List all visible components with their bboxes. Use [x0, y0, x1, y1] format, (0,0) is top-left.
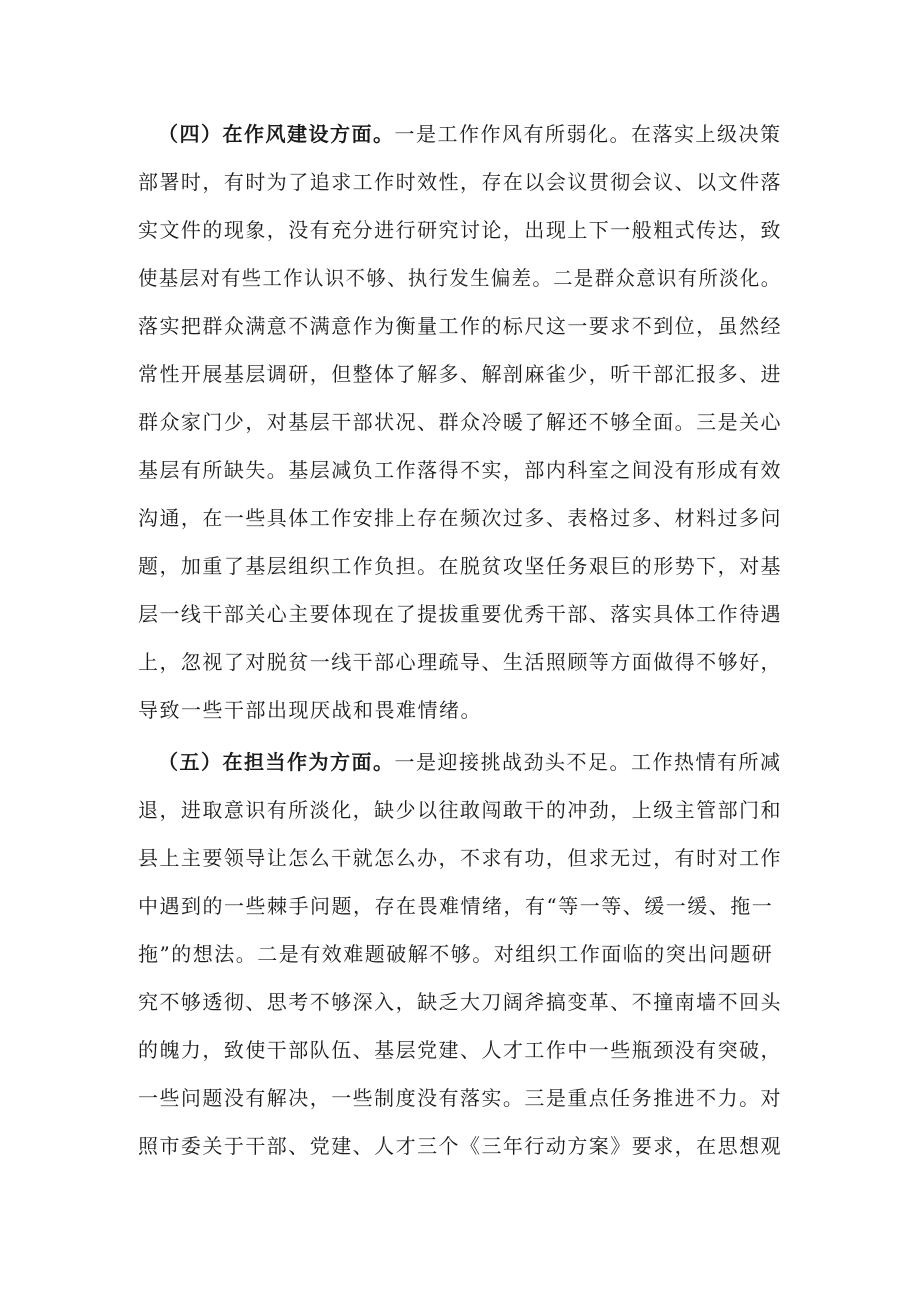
paragraph-line: 上，忽视了对脱贫一线干部心理疏导、生活照顾等方面做得不够好， — [138, 650, 782, 674]
section-heading: （五）在担当作为方面。 — [158, 750, 395, 774]
paragraph-line: 究不够透彻、思考不够深入，缺乏大刀阔斧搞变革、不撞南墙不回头 — [138, 990, 782, 1014]
paragraph-line: 中遇到的一些棘手问题，存在畏难情绪，有“等一等、缓一缓、拖一 — [138, 894, 774, 918]
paragraph-line: 题，加重了基层组织工作负担。在脱贫攻坚任务艰巨的形势下，对基 — [138, 554, 782, 578]
paragraph-line: 使基层对有些工作认识不够、执行发生偏差。二是群众意识有所淡化。 — [138, 266, 782, 290]
line-text: 一是工作作风有所弱化。在落实上级决策 — [394, 122, 782, 146]
paragraph-line: 退，进取意识有所淡化，缺少以往敢闯敢干的冲劲，上级主管部门和 — [138, 798, 782, 822]
paragraph-line: 实文件的现象，没有充分进行研究讨论，出现上下一般粗式传达，致 — [138, 218, 782, 242]
paragraph-line: 部署时，有时为了追求工作时效性，存在以会议贯彻会议、以文件落 — [138, 170, 782, 194]
paragraph-line: 照市委关于干部、党建、人才三个《三年行动方案》要求，在思想观 — [138, 1134, 782, 1158]
paragraph-line: 拖”的想法。二是有效难题破解不够。对组织工作面临的突出问题研 — [138, 942, 774, 966]
paragraph-line: 导致一些干部出现厌战和畏难情绪。 — [138, 698, 482, 722]
line-text: 一是迎接挑战劲头不足。工作热情有所减 — [394, 750, 782, 774]
paragraph-line: 常性开展基层调研，但整体了解多、解剖麻雀少，听干部汇报多、进 — [138, 362, 782, 386]
paragraph-line: 层一线干部关心主要体现在了提拔重要优秀干部、落实具体工作待遇 — [138, 602, 782, 626]
section-heading: （四）在作风建设方面。 — [158, 122, 395, 146]
paragraph-line — [158, 747, 782, 777]
paragraph-line — [158, 119, 782, 149]
paragraph-line: 沟通，在一些具体工作安排上存在频次过多、表格过多、材料过多问 — [138, 506, 782, 530]
paragraph-line: 基层有所缺失。基层减负工作落得不实，部内科室之间没有形成有效 — [138, 458, 782, 482]
paragraph-line: 的魄力，致使干部队伍、基层党建、人才工作中一些瓶颈没有突破， — [138, 1038, 782, 1062]
paragraph-line: 县上主要领导让怎么干就怎么办，不求有功，但求无过，有时对工作 — [138, 846, 782, 870]
paragraph-line: 落实把群众满意不满意作为衡量工作的标尺这一要求不到位，虽然经 — [138, 314, 782, 338]
paragraph-line: 一些问题没有解决，一些制度没有落实。三是重点任务推进不力。对 — [138, 1086, 782, 1110]
paragraph-line: 群众家门少，对基层干部状况、群众冷暖了解还不够全面。三是关心 — [138, 410, 782, 434]
